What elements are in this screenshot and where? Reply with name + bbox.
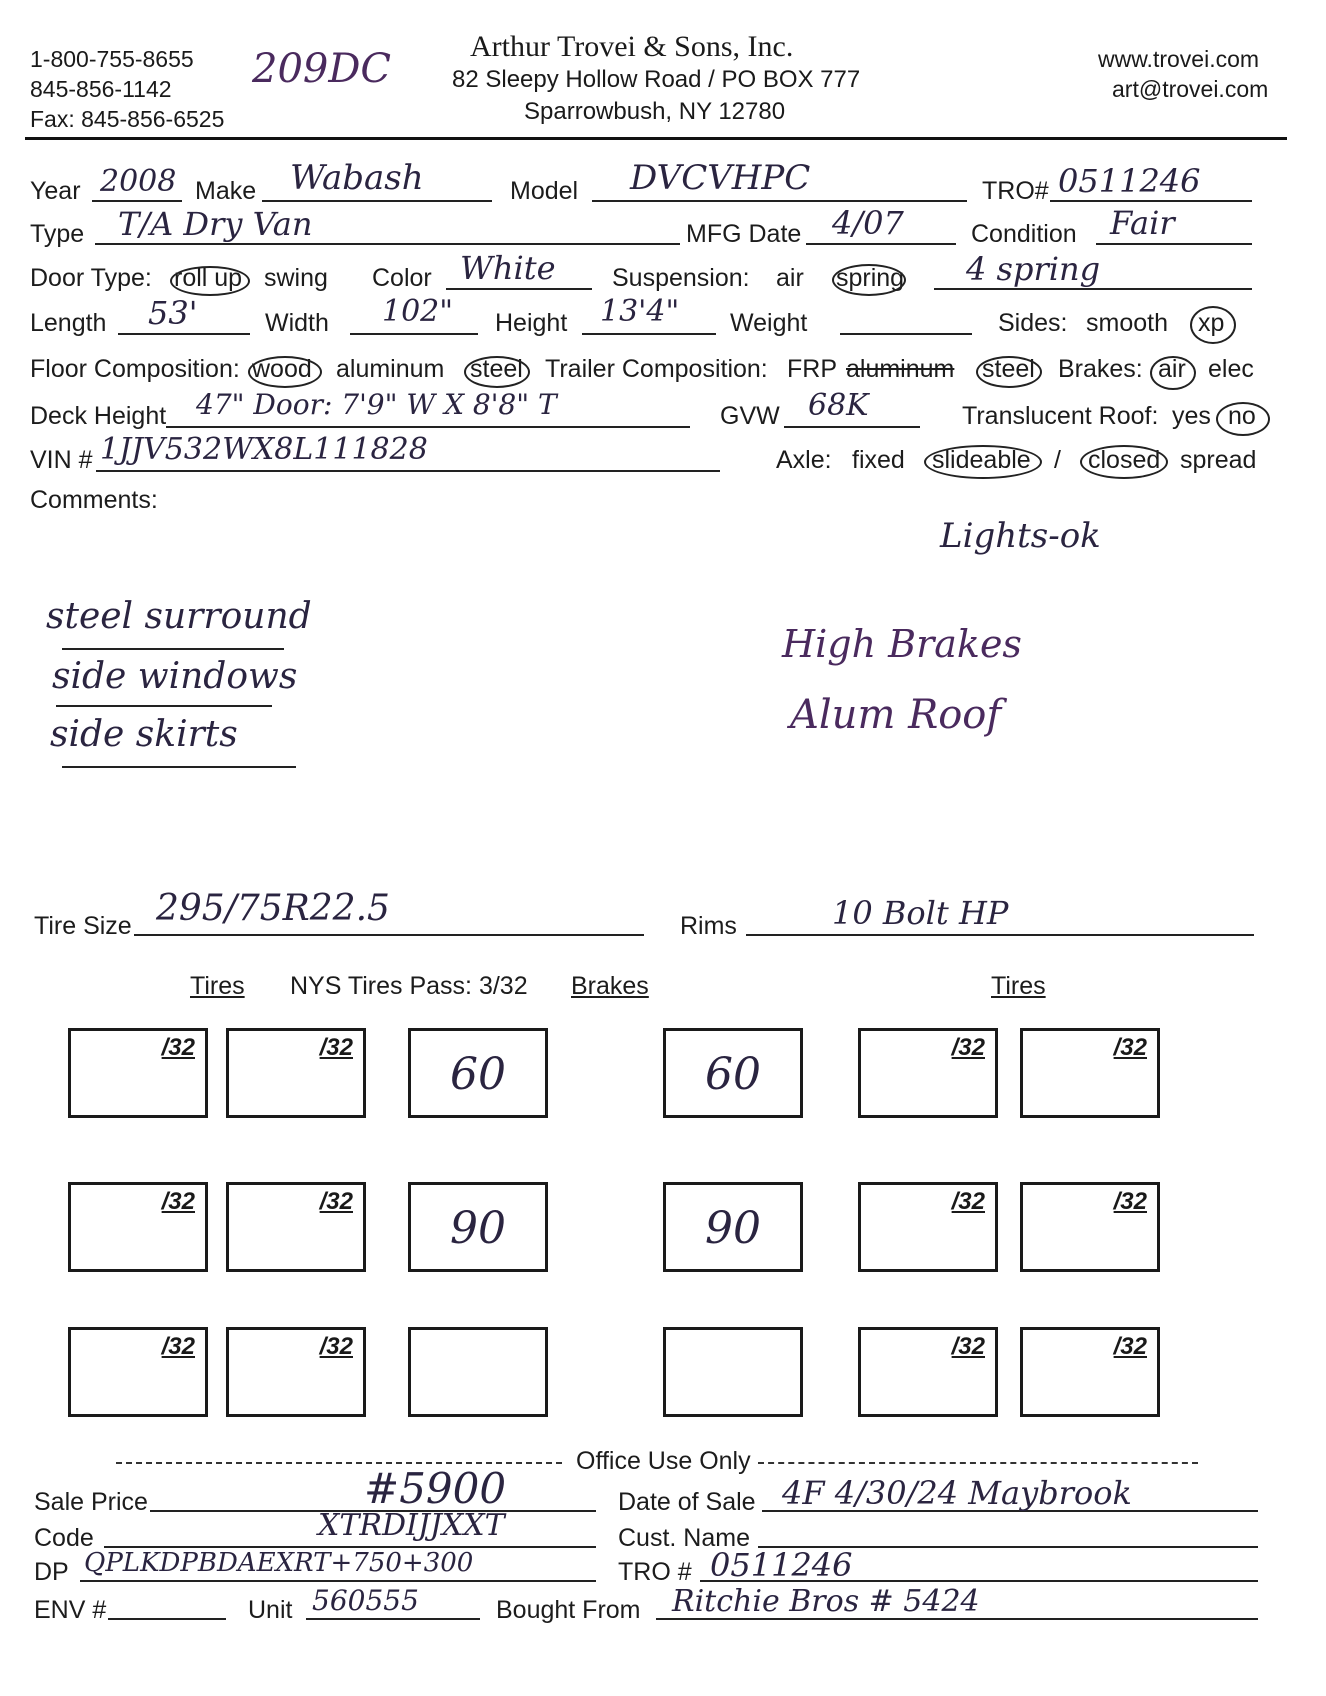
tire-box-r3-c1[interactable] xyxy=(68,1327,208,1417)
brakes-label: Brakes: xyxy=(1058,355,1143,383)
brake-box-r2-left[interactable] xyxy=(408,1182,548,1272)
phone-number-1: 1-800-755-8655 xyxy=(30,46,194,72)
length-label: Length xyxy=(30,309,107,337)
tire-depth-fraction: /32 xyxy=(161,1188,195,1215)
trailer-comp-option-aluminum[interactable]: aluminum xyxy=(846,355,955,383)
rims-field[interactable]: 10 Bolt HP xyxy=(832,894,1009,932)
brakes-option-air[interactable]: air xyxy=(1158,355,1186,383)
company-email[interactable]: art@trovei.com xyxy=(1112,76,1269,102)
brake-box-r1-right[interactable] xyxy=(663,1028,803,1118)
tire-box-r2-c4[interactable] xyxy=(1020,1182,1160,1272)
door-option-roll-up[interactable]: roll up xyxy=(174,264,243,292)
weight-label: Weight xyxy=(730,309,808,337)
sale-price-field[interactable]: #5900 xyxy=(364,1464,507,1513)
tire-box-r3-c2[interactable] xyxy=(226,1327,366,1417)
axle-option-slideable[interactable]: slideable xyxy=(932,446,1031,474)
suspension-option-air[interactable]: air xyxy=(776,264,804,292)
unit-field[interactable]: 560555 xyxy=(312,1584,419,1617)
sides-option-circle xyxy=(1190,306,1236,344)
floor-label: Floor Composition: xyxy=(30,355,240,383)
axle-label: Axle: xyxy=(776,446,832,474)
tro-line xyxy=(1050,200,1252,202)
tire-box-r1-c2[interactable] xyxy=(226,1028,366,1118)
tire-box-r2-c1[interactable] xyxy=(68,1182,208,1272)
floor-option-circle-steel xyxy=(464,356,530,388)
color-label: Color xyxy=(372,264,432,292)
brake-box-r2-right[interactable] xyxy=(663,1182,803,1272)
header-divider xyxy=(25,137,1287,140)
tire-box-r3-c4[interactable] xyxy=(1020,1327,1160,1417)
make-field[interactable]: Wabash xyxy=(290,158,424,198)
unit-line xyxy=(306,1618,480,1620)
comment-side-skirts: side skirts xyxy=(50,714,238,755)
comment-lights: Lights-ok xyxy=(940,516,1101,556)
company-address-1: 82 Sleepy Hollow Road / PO BOX 777 xyxy=(452,66,861,93)
date-of-sale-label: Date of Sale xyxy=(618,1488,756,1516)
brake-value: 60 xyxy=(705,1049,761,1100)
comments-label: Comments: xyxy=(30,486,158,514)
company-address-2: Sparrowbush, NY 12780 xyxy=(524,98,786,125)
bought-from-field[interactable]: Ritchie Bros # 5424 xyxy=(672,1584,980,1619)
condition-line xyxy=(1096,243,1252,245)
year-label: Year xyxy=(30,177,81,205)
tro-field[interactable]: 0511246 xyxy=(1058,162,1201,200)
axle-option-circle-closed xyxy=(1080,445,1168,479)
model-field[interactable]: DVCVHPC xyxy=(630,158,811,198)
floor-option-aluminum[interactable]: aluminum xyxy=(336,355,445,383)
suspension-option-circle xyxy=(832,264,906,296)
type-line xyxy=(95,243,680,245)
vin-label: VIN # xyxy=(30,446,93,474)
tire-depth-fraction: /32 xyxy=(1113,1333,1147,1360)
axle-option-closed[interactable]: closed xyxy=(1088,446,1161,474)
brake-box-r3-left[interactable] xyxy=(408,1327,548,1417)
tires-header-left: Tires xyxy=(190,972,245,1000)
comment-side-windows: side windows xyxy=(52,656,298,697)
model-label: Model xyxy=(510,177,579,205)
floor-option-circle-wood xyxy=(248,356,322,388)
model-line xyxy=(592,200,967,202)
length-field[interactable]: 53' xyxy=(148,294,198,332)
brakes-header: Brakes xyxy=(571,972,649,1000)
comment-high-brakes: High Brakes xyxy=(782,622,1022,666)
office-use-title: Office Use Only xyxy=(576,1447,751,1475)
comment-steel-surround: steel surround xyxy=(46,596,312,637)
type-label: Type xyxy=(30,220,85,248)
width-line xyxy=(350,333,478,335)
mfg-date-line xyxy=(806,243,956,245)
phone-number-2: 845-856-1142 xyxy=(30,76,172,102)
door-type-label: Door Type: xyxy=(30,264,152,292)
length-line xyxy=(118,333,250,335)
condition-label: Condition xyxy=(971,220,1077,248)
tire-size-label: Tire Size xyxy=(34,912,132,940)
rims-label: Rims xyxy=(680,912,737,940)
door-option-circle xyxy=(170,266,250,296)
tires-header-right: Tires xyxy=(991,972,1046,1000)
fax-number: Fax: 845-856-6525 xyxy=(30,106,225,132)
deck-height-field[interactable]: 47" Door: 7'9" W X 8'8" T xyxy=(196,388,557,421)
tire-depth-fraction: /32 xyxy=(319,1188,353,1215)
tire-depth-fraction: /32 xyxy=(319,1034,353,1061)
deck-height-line xyxy=(166,426,690,428)
color-field[interactable]: White xyxy=(460,249,556,287)
stock-note: 209DC xyxy=(252,46,392,92)
brake-box-r1-left[interactable] xyxy=(408,1028,548,1118)
year-field[interactable]: 2008 xyxy=(100,164,177,199)
env-line xyxy=(108,1618,226,1620)
type-field[interactable]: T/A Dry Van xyxy=(118,205,313,243)
comment-underline-3 xyxy=(62,766,296,768)
make-line xyxy=(262,200,492,202)
trailer-comp-option-circle xyxy=(976,356,1042,388)
comment-underline-1 xyxy=(62,648,284,650)
condition-field[interactable]: Fair xyxy=(1110,204,1175,242)
suspension-line xyxy=(934,288,1252,290)
floor-option-steel[interactable]: steel xyxy=(470,355,523,383)
mfg-date-field[interactable]: 4/07 xyxy=(832,204,904,242)
translucent-roof-label: Translucent Roof: xyxy=(962,402,1159,430)
sides-option-xp[interactable]: xp xyxy=(1198,309,1225,337)
translucent-roof-option-yes[interactable]: yes xyxy=(1172,402,1211,430)
tire-depth-fraction: /32 xyxy=(1113,1188,1147,1215)
comment-alum-roof: Alum Roof xyxy=(790,692,1002,738)
vin-line xyxy=(96,470,720,472)
brake-box-r3-right[interactable] xyxy=(663,1327,803,1417)
tire-depth-fraction: /32 xyxy=(951,1034,985,1061)
dp-line xyxy=(80,1580,596,1582)
gvw-field[interactable]: 68K xyxy=(808,388,869,423)
gvw-label: GVW xyxy=(720,402,780,430)
sides-label: Sides: xyxy=(998,309,1068,337)
tire-depth-fraction: /32 xyxy=(951,1333,985,1360)
suspension-field[interactable]: 4 spring xyxy=(966,250,1101,288)
tire-box-r2-c3[interactable] xyxy=(858,1182,998,1272)
tire-depth-fraction: /32 xyxy=(161,1333,195,1360)
mfg-date-label: MFG Date xyxy=(686,220,802,248)
company-name: Arthur Trovei & Sons, Inc. xyxy=(470,30,794,63)
office-divider-right xyxy=(758,1462,1198,1464)
translucent-roof-option-circle xyxy=(1216,402,1270,436)
bought-from-label: Bought From xyxy=(496,1596,641,1624)
tire-depth-fraction: /32 xyxy=(319,1333,353,1360)
height-label: Height xyxy=(495,309,568,337)
deck-height-label: Deck Height xyxy=(30,402,167,430)
code-field[interactable]: XTRDIJJXXT xyxy=(318,1508,505,1543)
translucent-roof-option-no[interactable]: no xyxy=(1228,402,1256,430)
trailer-comp-option-frp[interactable]: FRP xyxy=(787,355,837,383)
code-label: Code xyxy=(34,1524,94,1552)
brakes-option-elec[interactable]: elec xyxy=(1208,355,1254,383)
suspension-label: Suspension: xyxy=(612,264,750,292)
tire-depth-fraction: /32 xyxy=(951,1188,985,1215)
brake-value: 90 xyxy=(705,1203,761,1254)
sale-price-label: Sale Price xyxy=(34,1488,148,1516)
year-line xyxy=(92,200,182,202)
dp-label: DP xyxy=(34,1558,69,1586)
tire-size-line xyxy=(134,934,644,936)
cust-name-label: Cust. Name xyxy=(618,1524,750,1552)
tro-label: TRO# xyxy=(982,177,1049,205)
axle-option-spread[interactable]: spread xyxy=(1180,446,1257,474)
tire-box-r1-c1[interactable] xyxy=(68,1028,208,1118)
dp-field[interactable]: QPLKDPBDAEXRT+750+300 xyxy=(84,1548,474,1578)
rims-line xyxy=(746,934,1254,936)
suspension-option-spring[interactable]: spring xyxy=(836,264,905,292)
color-line xyxy=(446,288,592,290)
height-line xyxy=(582,333,716,335)
trailer-comp-option-steel[interactable]: steel xyxy=(982,355,1035,383)
brakes-option-circle xyxy=(1150,356,1196,390)
brake-value: 90 xyxy=(450,1203,506,1254)
axle-separator: / xyxy=(1054,446,1061,474)
tire-box-r3-c3[interactable] xyxy=(858,1327,998,1417)
company-website[interactable]: www.trovei.com xyxy=(1098,46,1260,72)
tire-box-r1-c4[interactable] xyxy=(1020,1028,1160,1118)
tire-depth-fraction: /32 xyxy=(161,1034,195,1061)
axle-option-circle-slideable xyxy=(924,445,1042,479)
tire-depth-fraction: /32 xyxy=(1113,1034,1147,1061)
sides-option-smooth[interactable]: smooth xyxy=(1086,309,1168,337)
gvw-line xyxy=(784,426,920,428)
height-field[interactable]: 13'4" xyxy=(600,294,680,329)
tire-size-field[interactable]: 295/75R22.5 xyxy=(156,888,390,929)
unit-label: Unit xyxy=(248,1596,293,1624)
office-tro-field[interactable]: 0511246 xyxy=(710,1546,853,1584)
floor-option-wood[interactable]: wood xyxy=(252,355,312,383)
make-label: Make xyxy=(195,177,257,205)
weight-line xyxy=(840,333,972,335)
nys-tires-pass: NYS Tires Pass: 3/32 xyxy=(290,972,528,1000)
office-tro-label: TRO # xyxy=(618,1558,692,1586)
comment-underline-2 xyxy=(56,705,272,707)
width-label: Width xyxy=(265,309,329,337)
brake-value: 60 xyxy=(450,1049,506,1100)
env-label: ENV # xyxy=(34,1596,107,1624)
tire-box-r2-c2[interactable] xyxy=(226,1182,366,1272)
width-field[interactable]: 102" xyxy=(382,294,454,329)
date-of-sale-field[interactable]: 4F 4/30/24 Maybrook xyxy=(782,1474,1132,1512)
tire-box-r1-c3[interactable] xyxy=(858,1028,998,1118)
trailer-comp-label: Trailer Composition: xyxy=(545,355,768,383)
axle-option-fixed[interactable]: fixed xyxy=(852,446,905,474)
door-option-swing[interactable]: swing xyxy=(264,264,328,292)
vin-field[interactable]: 1JJV532WX8L111828 xyxy=(100,432,428,467)
